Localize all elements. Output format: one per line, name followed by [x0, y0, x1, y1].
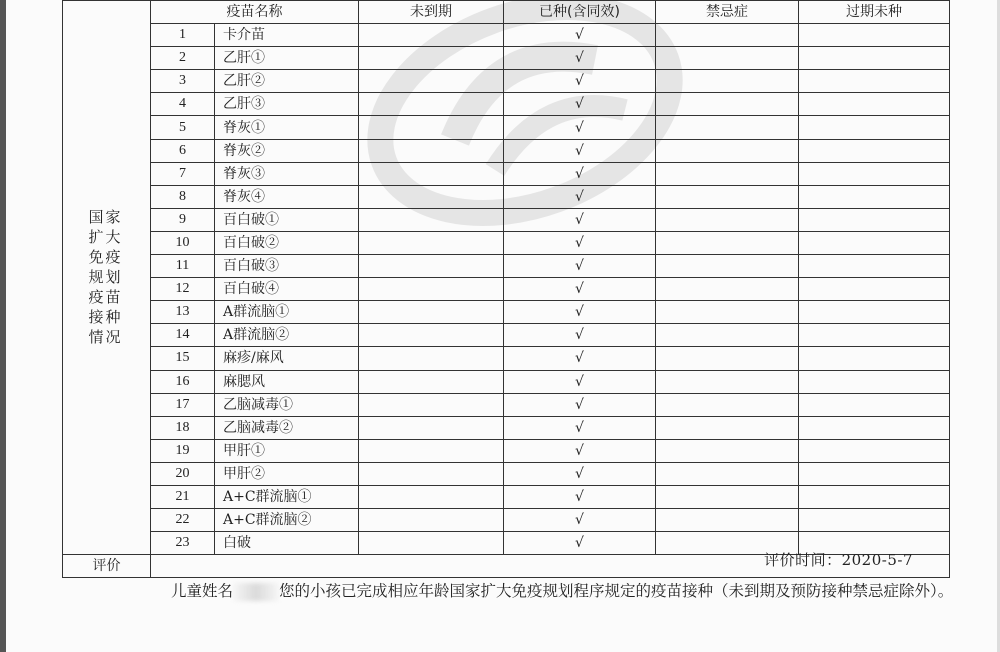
vaccinated-cell: √: [504, 185, 656, 208]
vaccinated-cell: √: [504, 116, 656, 139]
table-row: [63, 393, 950, 416]
contraindication-cell: [656, 116, 799, 139]
overdue-cell: [799, 439, 950, 462]
vaccinated-cell: √: [504, 393, 656, 416]
overdue-cell: [799, 116, 950, 139]
evaluation-text: [171, 580, 961, 602]
overdue-cell: [799, 47, 950, 70]
header-row: [63, 1, 950, 24]
table-row: [63, 24, 950, 47]
overdue-cell: [799, 139, 950, 162]
vaccinated-cell: √: [504, 139, 656, 162]
row-number: 16: [151, 370, 215, 393]
not-due-cell: [359, 416, 504, 439]
contraindication-cell: [656, 301, 799, 324]
not-due-cell: [359, 47, 504, 70]
row-number: 23: [151, 532, 215, 555]
table-row: [63, 439, 950, 462]
row-number: 20: [151, 462, 215, 485]
vaccinated-cell: √: [504, 255, 656, 278]
table-row: [63, 185, 950, 208]
overdue-cell: [799, 462, 950, 485]
contraindication-cell: [656, 255, 799, 278]
not-due-cell: [359, 485, 504, 508]
vaccinated-cell: √: [504, 70, 656, 93]
row-number: 3: [151, 70, 215, 93]
table-row: [63, 162, 950, 185]
row-number: 11: [151, 255, 215, 278]
row-number: 13: [151, 301, 215, 324]
vaccine-name: 乙肝②: [215, 70, 359, 93]
not-due-cell: [359, 439, 504, 462]
contraindication-cell: [656, 231, 799, 254]
contraindication-cell: [656, 370, 799, 393]
not-due-cell: [359, 532, 504, 555]
overdue-cell: [799, 93, 950, 116]
row-number: 1: [151, 24, 215, 47]
row-number: 10: [151, 231, 215, 254]
table-row: [63, 93, 950, 116]
contraindication-cell: [656, 416, 799, 439]
vaccinated-cell: √: [504, 208, 656, 231]
vaccinated-cell: √: [504, 532, 656, 555]
not-due-cell: [359, 70, 504, 93]
row-number: 19: [151, 439, 215, 462]
table-row: [63, 416, 950, 439]
overdue-cell: [799, 208, 950, 231]
contraindication-cell: [656, 47, 799, 70]
not-due-cell: [359, 231, 504, 254]
vaccine-name: 甲肝①: [215, 439, 359, 462]
vaccinated-cell: √: [504, 439, 656, 462]
overdue-cell: [799, 393, 950, 416]
overdue-cell: [799, 255, 950, 278]
overdue-cell: [799, 485, 950, 508]
row-number: 14: [151, 324, 215, 347]
vaccine-name: A群流脑②: [215, 324, 359, 347]
overdue-cell: [799, 324, 950, 347]
row-number: 15: [151, 347, 215, 370]
row-number: 17: [151, 393, 215, 416]
header-contraindication: 禁忌症: [656, 1, 799, 24]
table-row: [63, 347, 950, 370]
row-number: 6: [151, 139, 215, 162]
group-label: 国家扩大免疫规划疫苗接种情况: [88, 207, 123, 346]
vaccinated-cell: √: [504, 47, 656, 70]
not-due-cell: [359, 185, 504, 208]
row-number: 2: [151, 47, 215, 70]
contraindication-cell: [656, 509, 799, 532]
header-vaccinated: 已种(含同效): [504, 1, 656, 24]
group-label-cell: [63, 1, 151, 555]
redacted-child-name: [233, 583, 279, 601]
evaluation-date: 评价时间：2020-5-7: [764, 551, 913, 570]
vaccine-name: A+C群流脑②: [215, 509, 359, 532]
vaccine-name: 白破: [215, 532, 359, 555]
table-row: [63, 370, 950, 393]
not-due-cell: [359, 462, 504, 485]
vaccine-name: 麻疹/麻风: [215, 347, 359, 370]
vaccinated-cell: √: [504, 301, 656, 324]
table-row: [63, 301, 950, 324]
vaccine-name: A群流脑①: [215, 301, 359, 324]
evaluation-text-after-name: 您的小孩已完成相应年龄国家扩大免疫规划程序规定的疫苗接种（未到期及预防接种禁忌症除外）。: [279, 582, 954, 601]
not-due-cell: [359, 208, 504, 231]
table-row: [63, 139, 950, 162]
vaccinated-cell: √: [504, 231, 656, 254]
vaccine-name: A+C群流脑①: [215, 485, 359, 508]
contraindication-cell: [656, 162, 799, 185]
contraindication-cell: [656, 278, 799, 301]
vaccinated-cell: √: [504, 462, 656, 485]
vaccination-table: [62, 0, 954, 601]
evaluation-body: [151, 551, 954, 601]
header-overdue: 过期未种: [799, 1, 950, 24]
not-due-cell: [359, 139, 504, 162]
row-number: 5: [151, 116, 215, 139]
header-not-due: 未到期: [359, 1, 504, 24]
vaccine-name: 脊灰②: [215, 139, 359, 162]
vaccine-name: 百白破③: [215, 255, 359, 278]
table-row: [63, 278, 950, 301]
evaluation-row: [63, 555, 950, 578]
contraindication-cell: [656, 93, 799, 116]
overdue-cell: [799, 231, 950, 254]
vaccinated-cell: √: [504, 509, 656, 532]
evaluation-label: 评价: [63, 555, 151, 578]
contraindication-cell: [656, 185, 799, 208]
contraindication-cell: [656, 393, 799, 416]
evaluation-text-before-name: 儿童姓名: [171, 582, 234, 601]
vaccine-name: 百白破④: [215, 278, 359, 301]
vaccine-name: 乙肝①: [215, 47, 359, 70]
vaccinated-cell: √: [504, 347, 656, 370]
vaccinated-cell: √: [504, 162, 656, 185]
not-due-cell: [359, 370, 504, 393]
table-row: [63, 485, 950, 508]
row-number: 4: [151, 93, 215, 116]
not-due-cell: [359, 347, 504, 370]
vaccine-name: 甲肝②: [215, 462, 359, 485]
table-row: [63, 208, 950, 231]
overdue-cell: [799, 278, 950, 301]
table-row: [63, 70, 950, 93]
table-row: [63, 509, 950, 532]
not-due-cell: [359, 255, 504, 278]
header-vaccine-name: 疫苗名称: [151, 1, 359, 24]
vaccine-name: 乙肝③: [215, 93, 359, 116]
table-row: [63, 462, 950, 485]
overdue-cell: [799, 347, 950, 370]
overdue-cell: [799, 70, 950, 93]
overdue-cell: [799, 370, 950, 393]
contraindication-cell: [656, 462, 799, 485]
vaccinated-cell: √: [504, 93, 656, 116]
overdue-cell: [799, 416, 950, 439]
table-row: [63, 324, 950, 347]
scan-edge-left: [0, 0, 6, 652]
vaccine-name: 乙脑减毒②: [215, 416, 359, 439]
not-due-cell: [359, 24, 504, 47]
not-due-cell: [359, 116, 504, 139]
overdue-cell: [799, 24, 950, 47]
vaccinated-cell: √: [504, 324, 656, 347]
vaccine-name: 乙脑减毒①: [215, 393, 359, 416]
contraindication-cell: [656, 70, 799, 93]
table-row: [63, 255, 950, 278]
vaccine-name: 百白破①: [215, 208, 359, 231]
row-number: 7: [151, 162, 215, 185]
not-due-cell: [359, 162, 504, 185]
contraindication-cell: [656, 139, 799, 162]
table-row: [63, 116, 950, 139]
contraindication-cell: [656, 485, 799, 508]
row-number: 22: [151, 509, 215, 532]
overdue-cell: [799, 185, 950, 208]
not-due-cell: [359, 324, 504, 347]
overdue-cell: [799, 162, 950, 185]
not-due-cell: [359, 509, 504, 532]
vaccine-name: 卡介苗: [215, 24, 359, 47]
vaccine-name: 脊灰①: [215, 116, 359, 139]
row-number: 21: [151, 485, 215, 508]
not-due-cell: [359, 393, 504, 416]
vaccine-name: 脊灰③: [215, 162, 359, 185]
vaccinated-cell: √: [504, 278, 656, 301]
vaccine-name: 麻腮风: [215, 370, 359, 393]
contraindication-cell: [656, 24, 799, 47]
vaccine-name: 脊灰④: [215, 185, 359, 208]
table-row: [63, 47, 950, 70]
vaccine-name: 百白破②: [215, 231, 359, 254]
vaccinated-cell: √: [504, 24, 656, 47]
row-number: 18: [151, 416, 215, 439]
vaccinated-cell: √: [504, 485, 656, 508]
contraindication-cell: [656, 347, 799, 370]
overdue-cell: [799, 301, 950, 324]
not-due-cell: [359, 301, 504, 324]
contraindication-cell: [656, 439, 799, 462]
vaccinated-cell: √: [504, 416, 656, 439]
contraindication-cell: [656, 324, 799, 347]
row-number: 9: [151, 208, 215, 231]
not-due-cell: [359, 93, 504, 116]
contraindication-cell: [656, 208, 799, 231]
row-number: 12: [151, 278, 215, 301]
overdue-cell: [799, 509, 950, 532]
not-due-cell: [359, 278, 504, 301]
table-row: [63, 231, 950, 254]
vaccinated-cell: √: [504, 370, 656, 393]
row-number: 8: [151, 185, 215, 208]
